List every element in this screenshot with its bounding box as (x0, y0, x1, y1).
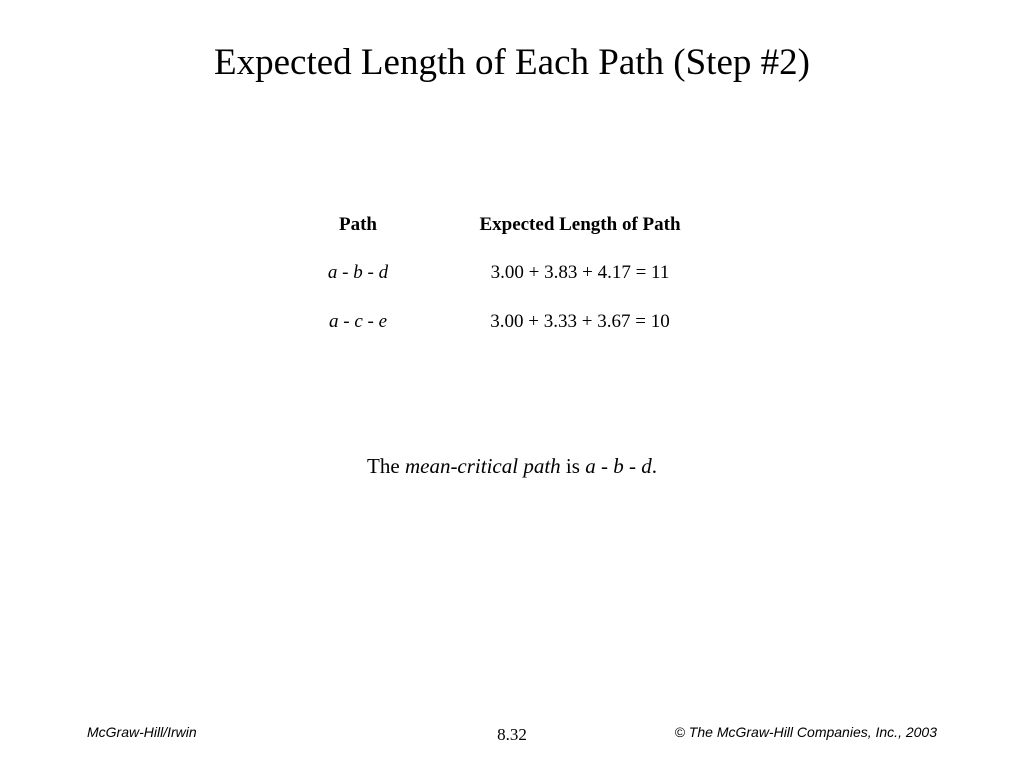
expected-length-cell: 3.00 + 3.33 + 3.67 = 10 (490, 311, 670, 332)
expected-length-cell: 3.00 + 3.83 + 4.17 = 11 (490, 262, 670, 283)
header-expected-length: Expected Length of Path (479, 214, 681, 235)
table-row (0, 258, 1024, 288)
table-header-row (0, 210, 1024, 240)
conclusion-sentence: The mean-critical path is a - b - d. (367, 454, 657, 478)
footer-publisher: McGraw-Hill/Irwin (87, 724, 197, 740)
path-cell: a - b - d (327, 262, 389, 283)
path-node: e (378, 311, 388, 332)
footer-copyright: © The McGraw-Hill Companies, Inc., 2003 (674, 724, 937, 740)
conclusion-term: mean-critical path (404, 454, 561, 478)
path-node: a (328, 311, 339, 332)
path-node: b (353, 262, 363, 283)
path-node: a (327, 262, 338, 283)
slide-title: Expected Length of Each Path (Step #2) (214, 42, 810, 83)
conclusion-verb: is (565, 454, 580, 478)
path-node: d (378, 262, 389, 283)
footer-slide-number: 8.32 (497, 725, 527, 744)
table-row (0, 307, 1024, 337)
path-node: a (585, 454, 596, 478)
conclusion-lead: The (367, 454, 400, 478)
path-node: b (613, 454, 624, 478)
path-node: c (354, 311, 363, 332)
path-node: d (641, 454, 652, 478)
path-cell: a - c - e (328, 311, 388, 332)
conclusion-end: . (651, 454, 657, 478)
header-path: Path (339, 214, 377, 235)
